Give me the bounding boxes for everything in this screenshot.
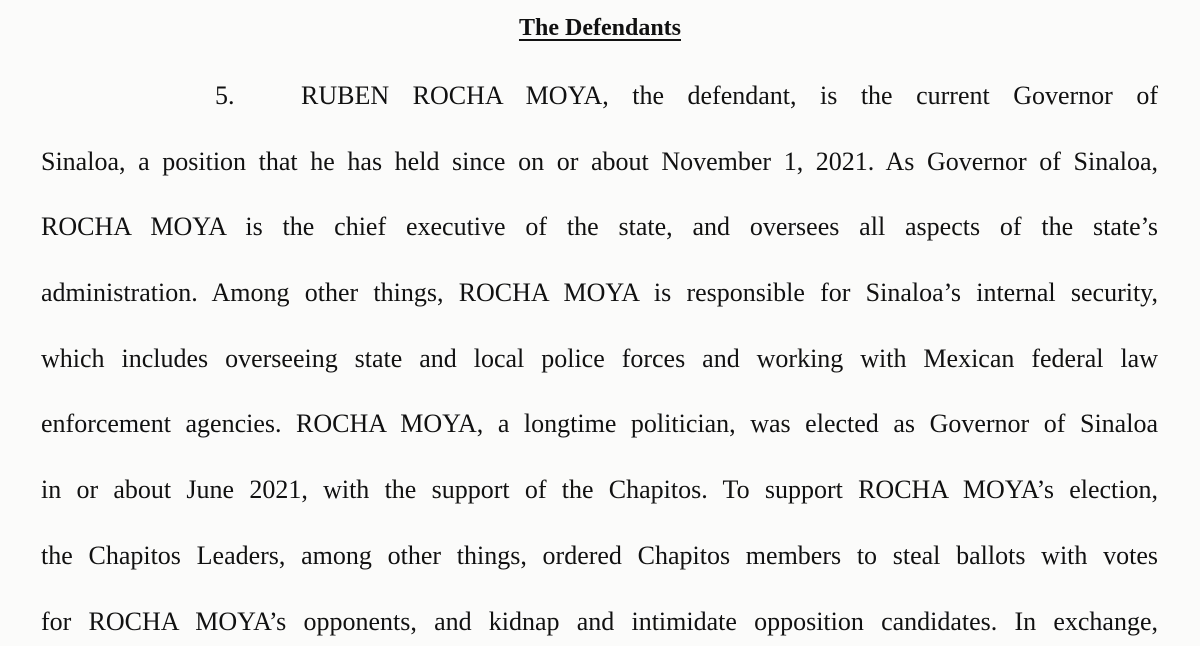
paragraph-line-5: which includes overseeing state and local police forces and working with Mexican federal law: [41, 344, 1158, 373]
paragraph-number: 5.: [215, 81, 235, 110]
paragraph-line-1-text: RUBEN ROCHA MOYA, the defendant, is the current Governor of: [301, 81, 1158, 110]
paragraph-line-8: the Chapitos Leaders, among other things, ordered Chapitos members to steal ballots with votes: [41, 541, 1158, 570]
paragraph-line-6: enforcement agencies. ROCHA MOYA, a longtime politician, was elected as Governor of Sinaloa: [41, 409, 1158, 438]
paragraph-line-9: for ROCHA MOYA’s opponents, and kidnap and intimidate opposition candidates. In exchange,: [41, 607, 1158, 636]
paragraph-line-4: administration. Among other things, ROCHA MOYA is responsible for Sinaloa’s internal security,: [41, 278, 1158, 307]
paragraph-line-3: ROCHA MOYA is the chief executive of the state, and oversees all aspects of the state’s: [41, 212, 1158, 241]
paragraph-line-1: [215, 76, 1158, 116]
paragraph-line-7: in or about June 2021, with the support of the Chapitos. To support ROCHA MOYA’s election,: [41, 475, 1158, 504]
paragraph-line-2: Sinaloa, a position that he has held since on or about November 1, 2021. As Governor of Sinaloa,: [41, 147, 1158, 176]
section-heading: The Defendants: [518, 15, 681, 41]
